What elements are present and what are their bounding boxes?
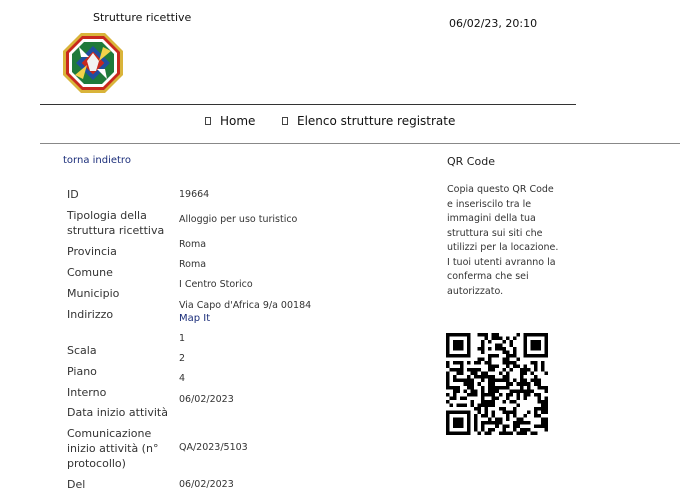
region-emblem-logo [61, 31, 125, 95]
label-del: Del [67, 478, 86, 491]
label-indirizzo: Indirizzo [67, 308, 114, 321]
value-id: 19664 [179, 189, 210, 200]
nav-divider [40, 143, 680, 144]
label-provincia: Provincia [67, 245, 117, 258]
nav-item-label: Home [220, 114, 256, 128]
value-tipologia: Alloggio per uso turistico [179, 214, 298, 225]
label-tipologia: Tipologia della struttura ricettiva [67, 209, 165, 237]
label-scala: Scala [67, 344, 97, 357]
header-divider [40, 104, 576, 105]
nav-bullet-icon [205, 117, 211, 125]
value-comune: Roma [179, 259, 207, 270]
value-piano: 2 [179, 353, 186, 364]
value-interno: 4 [179, 373, 186, 384]
qr-code-image [446, 333, 548, 435]
map-it-link[interactable]: Map It [179, 313, 211, 324]
nav-item-label: Elenco strutture registrate [297, 114, 456, 128]
label-interno: Interno [67, 386, 107, 399]
value-provincia: Roma [179, 239, 207, 250]
value-scala: 1 [179, 333, 186, 344]
timestamp: 06/02/23, 20:10 [449, 17, 538, 30]
label-municipio: Municipio [67, 287, 120, 300]
value-data-inizio: 06/02/2023 [179, 394, 234, 405]
qr-description: Copia questo QR Code e inseriscilo tra le immagini della tua struttura sui siti che utilizzi per la locazione. I tuoi utenti avranno la conferma che sei autorizzato. [447, 184, 559, 297]
label-comune: Comune [67, 266, 113, 279]
value-comunicazione: QA/2023/5103 [179, 442, 248, 453]
label-id: ID [67, 188, 79, 201]
nav-bullet-icon [282, 117, 288, 125]
label-data-inizio: Data inizio attività [67, 406, 168, 419]
main-nav [0, 114, 700, 130]
nav-item-home[interactable] [205, 114, 255, 128]
back-link[interactable]: torna indietro [63, 155, 131, 166]
site-title: Strutture ricettive [93, 11, 192, 24]
label-piano: Piano [67, 365, 97, 378]
nav-item-elenco-strutture[interactable] [282, 114, 455, 128]
value-indirizzo: Via Capo d'Africa 9/a 00184 [179, 300, 312, 311]
label-comunicazione: Comunicazione inizio attività (n° protocollo) [67, 427, 159, 470]
qr-title: QR Code [447, 155, 495, 168]
value-del: 06/02/2023 [179, 479, 234, 490]
value-municipio: I Centro Storico [179, 279, 253, 290]
